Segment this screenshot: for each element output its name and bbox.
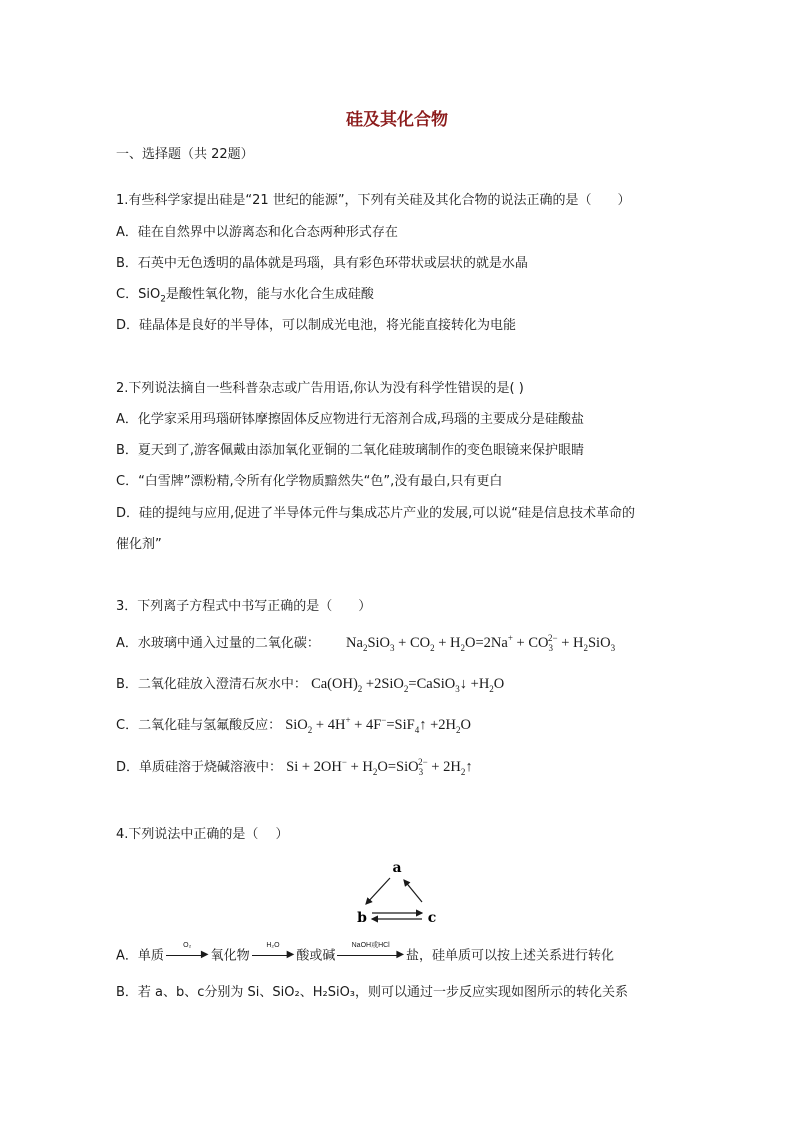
q1-c-post: 是酸性氧化物，能与水化合生成硅酸 [165,287,374,302]
q3-c-equation: SiO$_2$ + 4H+ + 4F−=SiF$_4$↑ $+2H_2O$ [285,715,471,735]
q1-option-a: A．硅在自然界中以游离态和化合态两种形式存在 [116,225,398,240]
q1-option-b: B．石英中无色透明的晶体就是玛瑙，具有彩色环带状或层状的就是水晶 [116,256,528,271]
page-title: 硅及其化合物 [346,110,448,130]
q3-d-text: D．单质硅溶于烧碱溶液中： [116,760,283,775]
q1-option-c [116,286,374,304]
q3-stem: 3．下列离子方程式中书写正确的是（ ） [116,599,372,614]
q3-a-equation: $Na_2SiO_3 + CO_2 + H_2O=2Na^+ + CO_3^{2-} + H_2SiO_3$ [346,633,616,653]
q3-a-text: A．水玻璃中通入过量的二氧化碳： [116,636,320,651]
q2-stem: 2.下列说法摘自一些科普杂志或广告用语,你认为没有科学性错误的是( ) [116,381,524,396]
q2-option-d-line2: 催化剂” [116,537,162,552]
q2-option-a: A．化学家采用玛瑙研钵摩擦固体反应物进行无溶剂合成,玛瑙的主要成分是硅酸盐 [116,412,585,427]
q3-c-text: C．二氧化硅与氢氟酸反应： [116,718,282,733]
q1-option-d: D．硅晶体是良好的半导体，可以制成光电池，将光能直接转化为电能 [116,318,517,333]
q4-a-m2: 酸或碱 [296,948,336,964]
q1-c-sub: 2 [160,294,166,305]
q2-option-d-line1: D．硅的提纯与应用,促进了半导体元件与集成芯片产业的发展,可以说“硅是信息技术革命的 [116,506,636,521]
q4-option-b: B．若 a、b、c分别为 Si、SiO₂、H₂SiO₃，则可以通过一步反应实现如图所示的转化关系 [116,985,629,1000]
section-heading: 一、选择题（共 22题） [116,147,254,162]
q3-option-c [116,716,471,735]
q1-stem: 1.有些科学家提出硅是“21 世纪的能源”，下列有关硅及其化合物的说法正确的是（ ） [116,193,631,208]
conversion-diagram [352,858,442,928]
q4-stem: 4.下列说法中正确的是（ ） [116,827,289,842]
diagram-node-b: b [357,910,367,926]
arrow-naoh-hcl: NaOH或HCl ▶ [337,947,404,966]
q4-a-pre: A．单质 [116,948,164,964]
diagram-node-c: c [427,910,437,926]
q3-b-equation: $Ca(OH)_2$ +2SiO$_2$=CaSiO$_3$↓ $+H_2O$ [311,676,505,694]
q3-b-text: B．二氧化硅放入澄清石灰水中： [116,677,307,692]
q3-option-a [116,634,615,653]
q2-option-b: B．夏天到了,游客佩戴由添加氧化亚铜的二氧化硅玻璃制作的变色眼镜来保护眼睛 [116,443,585,458]
arrow-h2o: H₂O ▶ [252,947,295,966]
q1-c-pre: C．SiO [116,287,161,302]
arrow-c-to-a [404,880,422,902]
q3-d-equation: $Si + 2OH^- + H_2O=SiO_3^{2-}$ + $2H_2↑$ [286,757,473,777]
q4-option-a [116,942,615,966]
arrow-a-to-b [366,878,390,904]
arrow-o2: O₂ ▶ [166,947,209,966]
q2-option-c: C．“白雪牌”漂粉精,令所有化学物质黯然失“色”,没有最白,只有更白 [116,474,503,489]
q3-option-b [116,675,504,694]
q4-a-m1: 氧化物 [210,948,250,964]
q3-option-d [116,758,473,777]
diagram-node-a: a [392,860,402,876]
q4-a-post: 盐，硅单质可以按上述关系进行转化 [406,948,615,964]
